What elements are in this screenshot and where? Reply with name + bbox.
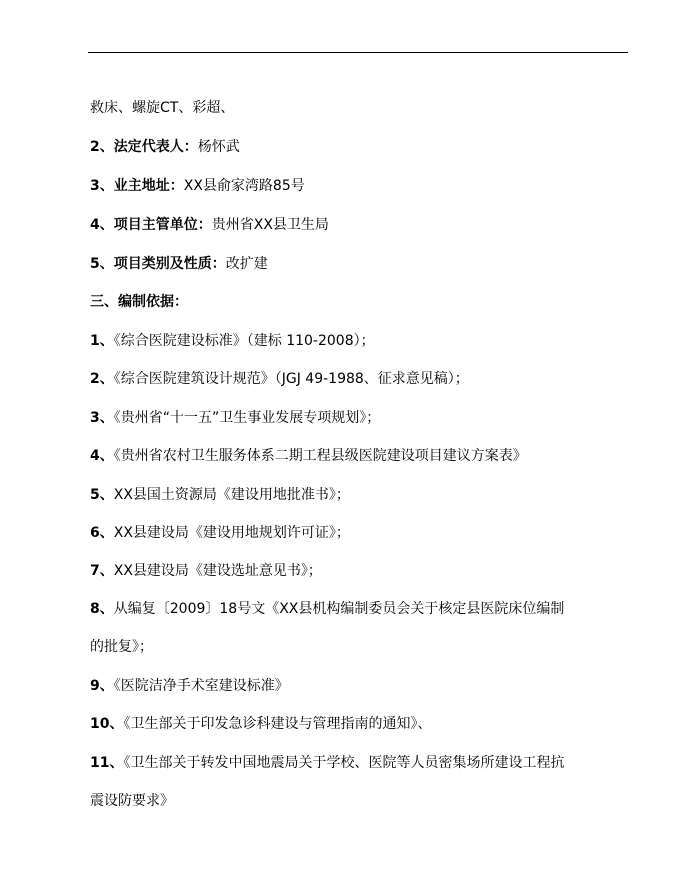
item-label: 项目主管单位： <box>113 217 212 233</box>
item-number: 2、 <box>90 371 114 387</box>
continuation-line <box>90 99 630 117</box>
item-number: 10、 <box>90 716 124 732</box>
item-text: 《贵州省农村卫生服务体系二期工程县级医院建设项目建议方案表》 <box>113 448 527 464</box>
info-item <box>90 138 630 156</box>
item-text: 《医院洁净手术室建设标准》 <box>113 678 289 694</box>
basis-item-continuation: 的批复》； <box>90 639 153 655</box>
basis-item <box>90 486 630 504</box>
continuation-text: 救床、螺旋CT、彩超、 <box>90 100 235 116</box>
item-label: 法定代表人： <box>113 139 198 155</box>
item-text: XX县建设局《建设用地规划许可证》； <box>113 525 350 541</box>
item-value: 贵州省XX县卫生局 <box>211 217 329 233</box>
item-number: 7、 <box>90 563 114 579</box>
item-number: 5、 <box>90 256 114 272</box>
item-number: 2、 <box>90 139 114 155</box>
basis-item <box>90 600 630 618</box>
basis-item <box>90 562 630 580</box>
basis-item <box>90 677 630 695</box>
item-text: XX县建设局《建设选址意见书》； <box>113 563 322 579</box>
item-number: 1、 <box>90 333 114 349</box>
basis-item <box>90 370 630 388</box>
item-text: 《贵州省“十一五”卫生事业发展专项规划》； <box>113 410 381 426</box>
item-label: 业主地址： <box>113 178 184 194</box>
section-heading: 三、编制依据： <box>90 294 188 310</box>
basis-item-continuation: 震设防要求》 <box>90 793 174 809</box>
item-number: 11、 <box>90 755 124 771</box>
basis-item <box>90 332 630 350</box>
item-text: 从编复〔2009〕18号文《XX县机构编制委员会关于核定县医院床位编制 <box>113 601 565 617</box>
item-text: 《卫生部关于转发中国地震局关于学校、医院等人员密集场所建设工程抗 <box>123 755 565 771</box>
item-number: 6、 <box>90 525 114 541</box>
item-text: 《综合医院建设标准》（建标 110-2008）； <box>113 333 375 349</box>
info-item <box>90 177 630 195</box>
item-text: 《卫生部关于印发急诊科建设与管理指南的通知》、 <box>123 716 432 732</box>
item-number: 8、 <box>90 601 114 617</box>
item-number: 5、 <box>90 487 114 503</box>
header-rule <box>88 52 628 53</box>
item-label: 项目类别及性质： <box>113 256 226 272</box>
item-value: 杨怀武 <box>197 139 240 155</box>
item-text: XX县国土资源局《建设用地批准书》； <box>113 487 350 503</box>
item-value: XX县俞家湾路85号 <box>183 178 305 194</box>
item-number: 4、 <box>90 217 114 233</box>
info-item <box>90 216 630 234</box>
basis-item <box>90 754 630 772</box>
item-text: 《综合医院建筑设计规范》（JGJ 49-1988、征求意见稿）； <box>113 371 469 387</box>
item-number: 9、 <box>90 678 114 694</box>
item-number: 4、 <box>90 448 114 464</box>
basis-item <box>90 715 630 733</box>
info-item <box>90 255 630 273</box>
item-number: 3、 <box>90 410 114 426</box>
basis-item <box>90 409 630 427</box>
item-number: 3、 <box>90 178 114 194</box>
item-value: 改扩建 <box>225 256 268 272</box>
basis-item <box>90 447 630 465</box>
basis-item <box>90 524 630 542</box>
